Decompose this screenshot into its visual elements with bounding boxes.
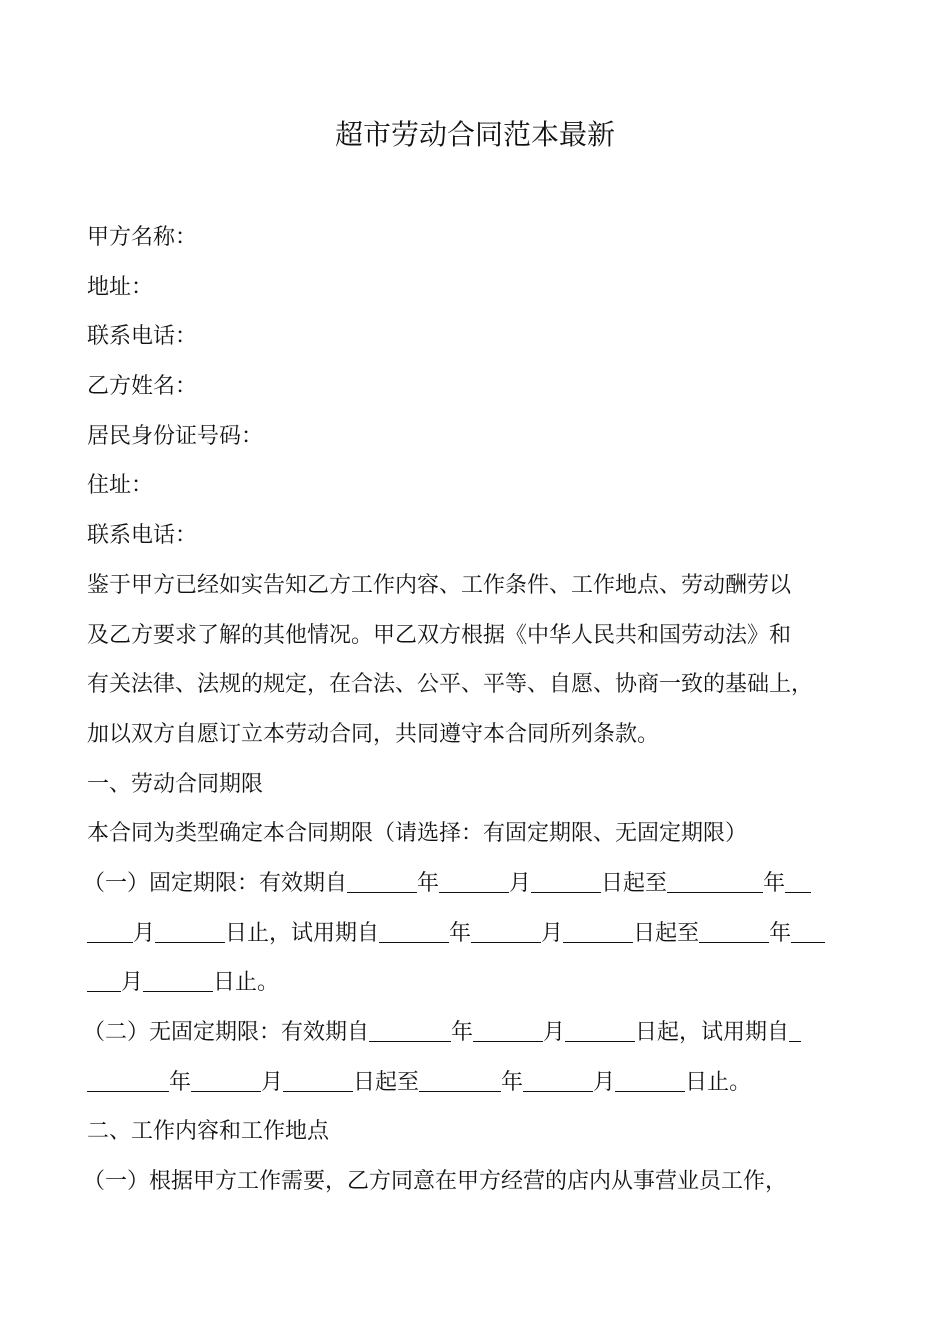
month-label: 月 (509, 870, 532, 896)
blank-field[interactable] (785, 870, 811, 893)
month-label: 月 (541, 920, 564, 946)
end-label: 日止。 (213, 970, 280, 996)
party-b-address-line: 住址： (87, 473, 154, 499)
blank-field[interactable] (523, 1069, 593, 1092)
open-term-line-2 (87, 1058, 872, 1108)
year-label: 年 (501, 1069, 524, 1095)
blank-field[interactable] (87, 1069, 169, 1092)
fixed-term-line-3 (87, 958, 872, 1008)
blank-field[interactable] (473, 1019, 543, 1042)
year-label: 年 (451, 1020, 474, 1045)
blank-field[interactable] (155, 920, 225, 943)
month-label: 月 (593, 1069, 616, 1095)
party-a-phone-line: 联系电话： (87, 324, 198, 350)
section-2-clause-1: （一）根据甲方工作需要，乙方同意在甲方经营的店内从事营业员工作， (83, 1169, 788, 1195)
month-label: 月 (121, 970, 144, 996)
preamble-line-3: 有关法律、法规的规定，在合法、公平、平等、自愿、协商一致的基础上， (87, 672, 814, 698)
blank-field[interactable] (471, 920, 541, 943)
party-a-address-line: 地址： (87, 274, 154, 300)
blank-field[interactable] (419, 1069, 501, 1092)
open-term-line-1 (83, 1008, 872, 1058)
fixed-term-line-2 (87, 909, 872, 959)
probation-label: 日止，试用期自 (225, 920, 380, 946)
year-label: 年 (169, 1069, 192, 1095)
blank-field[interactable] (699, 920, 769, 943)
blank-field[interactable] (565, 1019, 635, 1042)
term-type-line: 本合同为类型确定本合同期限（请选择：有固定期限、无固定期限） (87, 821, 748, 847)
blank-field[interactable] (439, 870, 509, 893)
month-label: 月 (543, 1020, 566, 1045)
preamble-line-4: 加以双方自愿订立本劳动合同，共同遵守本合同所列条款。 (87, 721, 660, 747)
party-b-name-line: 乙方姓名： (87, 374, 198, 400)
blank-field[interactable] (531, 870, 601, 893)
year-label: 年 (449, 920, 472, 946)
blank-field[interactable] (791, 920, 825, 943)
year-label: 年 (763, 870, 786, 896)
section-1-heading: 一、劳动合同期限 (87, 771, 264, 797)
blank-field[interactable] (615, 1069, 685, 1092)
blank-field[interactable] (789, 1019, 801, 1042)
blank-field[interactable] (667, 870, 763, 893)
blank-field[interactable] (563, 920, 633, 943)
blank-field[interactable] (87, 920, 133, 943)
document-title: 超市劳动合同范本最新 (334, 118, 615, 151)
blank-field[interactable] (347, 870, 417, 893)
blank-field[interactable] (379, 920, 449, 943)
end-label: 日起至 (633, 920, 700, 946)
preamble-line-2: 及乙方要求了解的其他情况。甲乙双方根据《中华人民共和国劳动法》和 (87, 622, 792, 648)
blank-field[interactable] (283, 1069, 353, 1092)
month-label: 月 (133, 920, 156, 946)
month-label: 月 (261, 1069, 284, 1095)
blank-field[interactable] (143, 969, 213, 992)
party-a-name-line: 甲方名称： (87, 225, 198, 250)
section-2-heading: 二、工作内容和工作地点 (87, 1119, 330, 1145)
party-b-phone-line: 联系电话： (87, 523, 198, 549)
contract-body (83, 213, 872, 1207)
end-label: 日起至 (353, 1069, 420, 1095)
year-label: 年 (417, 870, 440, 896)
party-b-id-line: 居民身份证号码： (87, 423, 264, 449)
fixed-term-line-1 (83, 859, 872, 909)
fixed-term-label: （一）固定期限：有效期自 (83, 870, 348, 896)
preamble-line-1: 鉴于甲方已经如实告知乙方工作内容、工作条件、工作地点、劳动酬劳以 (87, 572, 792, 598)
start-probation-label: 日起，试用期自 (635, 1020, 790, 1045)
blank-field[interactable] (369, 1019, 451, 1042)
end-label: 日止。 (685, 1069, 752, 1095)
start-label: 日起至 (601, 870, 668, 896)
blank-field[interactable] (87, 969, 121, 992)
year-label: 年 (769, 920, 792, 946)
open-term-label: （二）无固定期限：有效期自 (83, 1020, 370, 1045)
blank-field[interactable] (191, 1069, 261, 1092)
